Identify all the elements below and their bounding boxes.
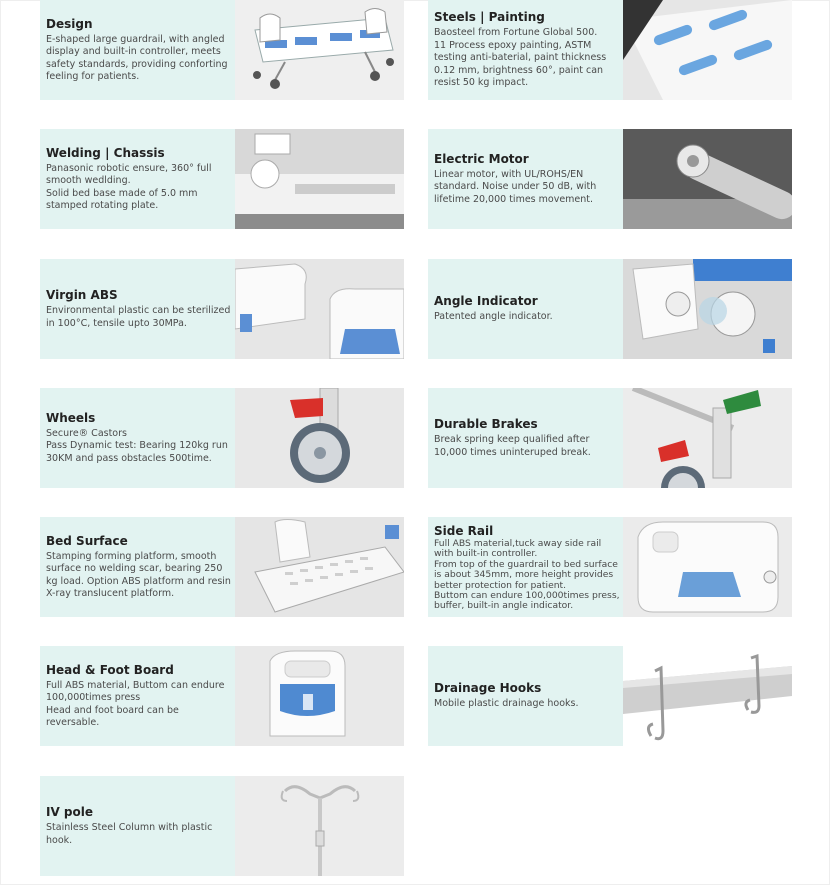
feature-card-steels bbox=[428, 0, 792, 100]
feature-text bbox=[40, 776, 235, 876]
feature-title: Durable Brakes bbox=[434, 417, 538, 431]
abs-guardrail-image bbox=[235, 259, 404, 359]
feature-card-motor bbox=[428, 129, 792, 229]
feature-card-hooks bbox=[428, 646, 792, 746]
feature-text bbox=[40, 259, 235, 359]
feature-title: Steels | Painting bbox=[434, 10, 545, 25]
feature-description bbox=[46, 680, 235, 730]
feature-text bbox=[40, 129, 235, 229]
feature-line: Full ABS material, Buttom can endure 100,000times press bbox=[46, 679, 225, 703]
feature-description bbox=[434, 27, 623, 90]
feature-line: 11 Process epoxy painting, ASTM testing anti-baterial, paint thickness 0.12 mm, brightness 60°, paint can resist 50 kg impact. bbox=[434, 39, 607, 89]
feature-line: Panasonic robotic ensure, 360° full smooth wedlding. bbox=[46, 162, 212, 186]
feature-line: Buttom can endure 100,000times press, buffer, built-in angle indicator. bbox=[434, 590, 620, 612]
feature-description bbox=[46, 163, 235, 213]
feature-card-siderail bbox=[428, 517, 792, 617]
feature-card-surface bbox=[40, 517, 404, 617]
feature-description bbox=[434, 311, 623, 324]
feature-text bbox=[428, 129, 623, 229]
painted-steel-panel-image bbox=[623, 0, 792, 100]
iv-pole-image bbox=[235, 776, 404, 876]
feature-line: Stamping forming platform, smooth surface no welding scar, bearing 250 kg load. Option ABS platform and resin X-ray translucent platform. bbox=[46, 550, 231, 599]
feature-description bbox=[46, 305, 235, 330]
feature-title: Wheels bbox=[46, 410, 96, 425]
feature-title: Drainage Hooks bbox=[434, 681, 542, 696]
feature-line: Stainless Steel Column with plastic hook. bbox=[46, 822, 213, 846]
feature-card-wheels bbox=[40, 388, 404, 488]
feature-text bbox=[428, 517, 623, 617]
feature-description bbox=[434, 434, 623, 459]
feature-card-design bbox=[40, 0, 404, 100]
feature-line: E-shaped large guardrail, with angled display and built-in controller, meets safety standards, providing conforting feeling for patients. bbox=[46, 33, 228, 82]
feature-card-welding bbox=[40, 129, 404, 229]
feature-text bbox=[40, 517, 235, 617]
feature-title: Head & Foot Board bbox=[46, 662, 174, 677]
feature-title: Side Rail bbox=[434, 524, 494, 538]
feature-text bbox=[428, 388, 623, 488]
feature-line: Secure® Castors bbox=[46, 427, 127, 439]
feature-title: Angle Indicator bbox=[434, 294, 538, 309]
feature-description bbox=[434, 539, 623, 612]
feature-title: Welding | Chassis bbox=[46, 145, 165, 160]
feature-line: From top of the guardrail to bed surface is about 345mm, more height provides better protection for patient. bbox=[434, 558, 618, 591]
feature-description bbox=[46, 34, 235, 84]
feature-description bbox=[434, 698, 623, 711]
bed-surface-image bbox=[235, 517, 404, 617]
feature-title: IV pole bbox=[46, 805, 94, 819]
side-rail-image bbox=[623, 517, 792, 617]
chassis-welding-image bbox=[235, 129, 404, 229]
feature-line: Environmental plastic can be sterilized in 100°C, tensile upto 30MPa. bbox=[46, 305, 231, 329]
feature-description bbox=[46, 428, 235, 466]
feature-title: Bed Surface bbox=[46, 533, 128, 548]
feature-line: Baosteel from Fortune Global 500. bbox=[434, 27, 598, 39]
feature-description bbox=[46, 822, 235, 847]
feature-card-brakes bbox=[428, 388, 792, 488]
feature-text bbox=[40, 646, 235, 746]
feature-text bbox=[40, 0, 235, 100]
feature-title: Electric Motor bbox=[434, 151, 529, 166]
feature-text bbox=[428, 0, 623, 100]
feature-description bbox=[434, 169, 623, 207]
feature-line: Full ABS material,tuck away side rail with built-in controller. bbox=[434, 538, 602, 560]
brake-pedal-image bbox=[623, 388, 792, 488]
feature-card-angle bbox=[428, 259, 792, 359]
feature-title: Design bbox=[46, 16, 93, 31]
feature-line: Solid bed base made of 5.0 mm stamped rotating plate. bbox=[46, 187, 198, 211]
feature-card-ivpole bbox=[40, 776, 404, 876]
feature-description bbox=[46, 551, 235, 601]
feature-line: Pass Dynamic test: Bearing 120kg run 30KM and pass obstacles 500time. bbox=[46, 440, 228, 464]
feature-line: Head and foot board can be reversable. bbox=[46, 704, 179, 728]
linear-motor-image bbox=[623, 129, 792, 229]
drainage-hooks-image bbox=[623, 646, 792, 746]
angle-indicator-image bbox=[623, 259, 792, 359]
feature-line: Mobile plastic drainage hooks. bbox=[434, 698, 579, 710]
feature-card-board bbox=[40, 646, 404, 746]
feature-text bbox=[428, 646, 623, 746]
feature-line: Patented angle indicator. bbox=[434, 311, 553, 323]
castor-wheel-image bbox=[235, 388, 404, 488]
feature-line: Linear motor, with UL/ROHS/EN standard. Noise under 50 dB, with lifetime 20,000 times movement. bbox=[434, 168, 597, 205]
feature-text bbox=[40, 388, 235, 488]
feature-title: Virgin ABS bbox=[46, 288, 118, 302]
hospital-bed-image bbox=[235, 0, 404, 100]
feature-text bbox=[428, 259, 623, 359]
feature-card-abs bbox=[40, 259, 404, 359]
head-foot-board-image bbox=[235, 646, 404, 746]
feature-line: Break spring keep qualified after 10,000 times uninteruped break. bbox=[434, 434, 591, 458]
